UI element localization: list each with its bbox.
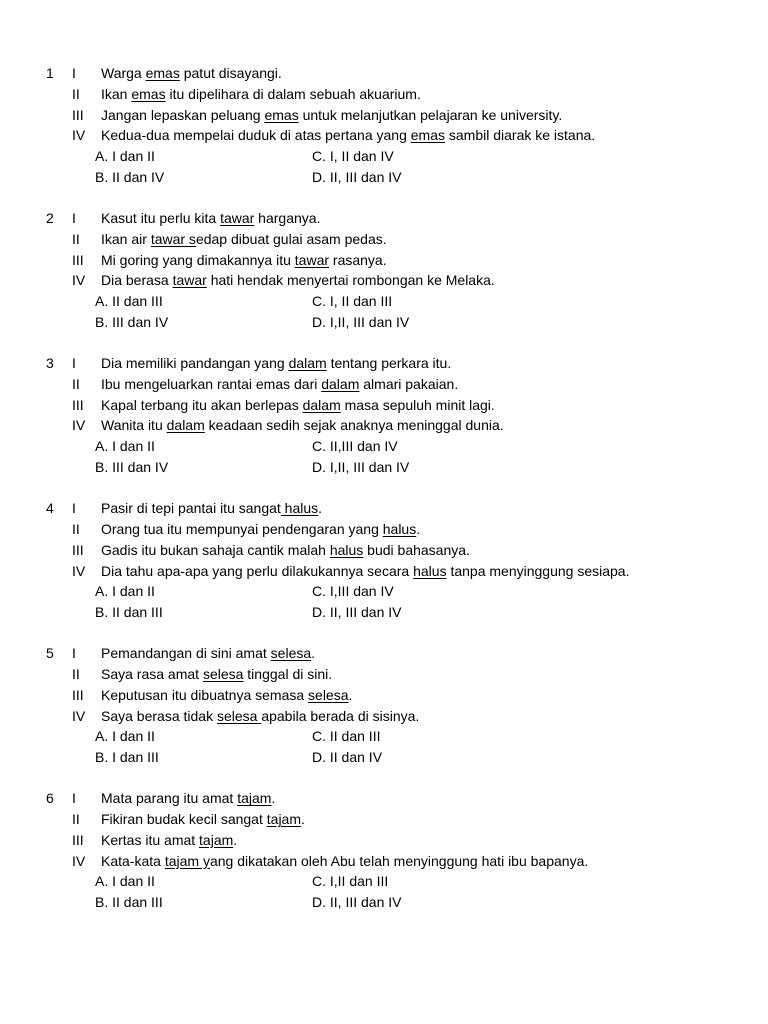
statement-text: [101, 664, 332, 685]
key-word: emas: [145, 65, 180, 81]
option-c[interactable]: C. I, II dan IV: [312, 148, 394, 164]
option-d[interactable]: D. I,II, III dan IV: [312, 458, 410, 475]
option-a[interactable]: A. I dan II: [95, 148, 155, 164]
text-part: .: [311, 645, 316, 662]
options-row: [0, 436, 768, 457]
option-c[interactable]: C. I,II dan III: [312, 873, 389, 890]
question-number: 6: [46, 790, 54, 807]
option-c[interactable]: C. I,III dan IV: [312, 583, 394, 600]
question-number: 1: [46, 65, 54, 81]
statement-text: [101, 415, 504, 436]
options-row: [0, 457, 768, 478]
option-d[interactable]: D. II, III dan IV: [312, 604, 402, 621]
question-2: [0, 208, 768, 333]
question-6: [0, 788, 768, 913]
option-c[interactable]: C. II,III dan IV: [312, 438, 398, 455]
text-part: untuk melanjutkan pelajaran ke university.: [298, 106, 563, 123]
statement-text: [101, 851, 588, 872]
text-part: .: [301, 811, 305, 828]
roman-numeral: III: [72, 831, 84, 848]
statement-row: [0, 809, 768, 830]
statement-text: [101, 685, 352, 706]
statement-text: [101, 830, 237, 851]
roman-numeral: IV: [72, 272, 86, 289]
text-part: Kapal terbang itu akan berlepas: [101, 396, 303, 413]
key-word: tawar: [220, 210, 255, 227]
options-row: [0, 726, 768, 747]
key-word: selesa: [202, 666, 244, 683]
roman-numeral: IV: [72, 417, 86, 434]
text-part: Kata-kata: [101, 852, 165, 869]
key-word: tajam: [266, 811, 301, 828]
statement-text: [101, 540, 470, 561]
question-number: 2: [46, 210, 54, 227]
options-row: [0, 871, 768, 892]
question-3: [0, 353, 768, 478]
key-word: selesa: [308, 686, 349, 703]
text-part: Dia memiliki pandangan yang: [101, 355, 289, 372]
text-part: Fikiran budak kecil sangat: [101, 811, 267, 828]
statement-text: [101, 395, 495, 416]
roman-numeral: I: [72, 500, 76, 517]
text-part: Jangan lepaskan peluang: [101, 106, 265, 123]
option-b[interactable]: B. I dan III: [95, 749, 159, 766]
text-part: Dia berasa: [101, 272, 173, 289]
statement-row: [0, 374, 768, 395]
option-a[interactable]: A. II dan III: [95, 293, 163, 310]
key-word: tawar s: [150, 230, 196, 247]
option-a[interactable]: A. I dan II: [95, 728, 155, 745]
text-part: Gadis itu bukan sahaja cantik malah: [101, 541, 330, 558]
statement-text: [101, 643, 315, 664]
statement-row: [0, 788, 768, 809]
text-part: Ibu mengeluarkan rantai emas dari: [101, 375, 322, 392]
text-part: Saya rasa amat: [101, 666, 203, 683]
roman-numeral: III: [72, 251, 84, 268]
statement-text: [101, 788, 275, 809]
question-1: [0, 63, 768, 188]
statement-text: [101, 125, 595, 146]
roman-numeral: II: [72, 666, 80, 683]
option-b[interactable]: B. II dan IV: [95, 168, 165, 185]
text-part: sambil diarak ke istana.: [445, 127, 596, 144]
options-row: [0, 291, 768, 312]
question-number: 4: [46, 500, 54, 517]
statement-row: [0, 830, 768, 851]
text-part: tinggal di sini.: [243, 666, 333, 683]
roman-numeral: II: [72, 230, 80, 247]
key-word: tajam y: [164, 852, 210, 869]
statement-text: [101, 105, 562, 126]
statement-text: [101, 374, 458, 395]
text-part: Ikan: [101, 85, 132, 102]
text-part: .: [416, 521, 421, 538]
text-part: Kasut itu perlu kita: [101, 210, 221, 227]
statement-text: [101, 498, 322, 519]
roman-numeral: I: [72, 210, 76, 227]
statement-row: [0, 250, 768, 271]
options-row: [0, 747, 768, 768]
statement-text: [101, 706, 419, 727]
statement-text: [101, 809, 305, 830]
statement-row: [0, 851, 768, 872]
text-part: Saya berasa tidak: [101, 707, 217, 724]
statement-row: [0, 561, 768, 582]
text-part: Mi goring yang dimakannya itu: [101, 251, 295, 268]
text-part: Orang tua itu mempunyai pendengaran yang: [101, 521, 383, 538]
statement-row: [0, 270, 768, 291]
statement-row: [0, 540, 768, 561]
options-row: [0, 167, 768, 188]
statement-row: [0, 706, 768, 727]
text-part: itu dipelihara di dalam sebuah akuarium.: [165, 85, 421, 102]
key-word: selesa: [216, 707, 262, 724]
option-d[interactable]: D. II, III dan IV: [312, 168, 402, 185]
key-word: tawar: [294, 251, 330, 268]
statement-text: [101, 270, 495, 291]
text-part: Keputusan itu dibuatnya semasa: [101, 686, 309, 703]
option-a[interactable]: A. I dan II: [95, 583, 155, 600]
options-row: [0, 146, 768, 167]
text-part: almari pakaian.: [359, 375, 459, 392]
option-d[interactable]: D. II dan IV: [312, 749, 383, 766]
text-part: .: [271, 790, 276, 807]
statement-text: [101, 519, 420, 540]
option-d[interactable]: D. I,II, III dan IV: [312, 313, 410, 330]
roman-numeral: II: [72, 375, 80, 392]
roman-numeral: IV: [72, 707, 86, 724]
statement-row: [0, 229, 768, 250]
text-part: tentang perkara itu.: [326, 355, 452, 372]
option-c[interactable]: C. II dan III: [312, 728, 381, 745]
roman-numeral: IV: [72, 127, 86, 144]
text-part: patut disayangi.: [179, 65, 282, 81]
statement-text: [101, 63, 282, 84]
text-part: Pemandangan di sini amat: [101, 645, 271, 662]
roman-numeral: III: [72, 686, 84, 703]
key-word: halus: [329, 541, 364, 558]
statement-row: [0, 63, 768, 84]
statement-text: [101, 561, 630, 582]
text-part: keadaan sedih sejak anaknya meninggal dunia.: [204, 417, 504, 434]
text-part: Warga: [101, 65, 146, 81]
statement-row: [0, 84, 768, 105]
options-row: [0, 892, 768, 913]
text-part: .: [233, 831, 238, 848]
statement-row: [0, 498, 768, 519]
option-a[interactable]: A. I dan II: [95, 438, 155, 455]
statement-row: [0, 685, 768, 706]
text-part: Wanita itu: [101, 417, 167, 434]
roman-numeral: I: [72, 645, 76, 662]
statement-row: [0, 519, 768, 540]
key-word: tawar: [172, 272, 207, 289]
text-part: ang dikatakan oleh Abu telah menyinggung hati ibu bapanya.: [209, 852, 589, 869]
option-b[interactable]: B. III dan IV: [95, 458, 169, 475]
text-part: Pasir di tepi pantai itu sangat: [101, 500, 281, 517]
text-part: budi bahasanya.: [363, 541, 470, 558]
roman-numeral: I: [72, 790, 76, 807]
key-word: halus: [382, 521, 417, 538]
option-a[interactable]: A. I dan II: [95, 873, 155, 890]
roman-numeral: IV: [72, 562, 86, 579]
statement-text: [101, 250, 387, 271]
key-word: dalam: [288, 355, 327, 372]
text-part: edap dibuat gulai asam pedas.: [195, 230, 387, 247]
roman-numeral: III: [72, 541, 84, 558]
statement-row: [0, 125, 768, 146]
question-number: 3: [46, 355, 54, 372]
statement-text: [101, 208, 320, 229]
text-part: Kertas itu amat: [101, 831, 200, 848]
key-word: tajam: [199, 831, 234, 848]
statement-row: [0, 643, 768, 664]
key-word: tajam: [237, 790, 272, 807]
question-5: [0, 643, 768, 768]
option-b[interactable]: B. III dan IV: [95, 313, 169, 330]
statement-row: [0, 105, 768, 126]
statement-text: [101, 229, 387, 250]
text-part: Mata parang itu amat: [101, 790, 238, 807]
statement-row: [0, 208, 768, 229]
text-part: rasanya.: [329, 251, 387, 268]
statement-row: [0, 415, 768, 436]
key-word: dalam: [166, 417, 205, 434]
statement-row: [0, 353, 768, 374]
question-sheet: [0, 63, 768, 934]
text-part: Kedua-dua mempelai duduk di atas pertana yang: [101, 127, 411, 144]
roman-numeral: II: [72, 811, 80, 828]
statement-text: [101, 353, 451, 374]
text-part: apabila berada di sisinya.: [261, 707, 420, 724]
roman-numeral: III: [72, 106, 84, 123]
roman-numeral: I: [72, 355, 76, 372]
text-part: harganya.: [254, 210, 321, 227]
key-word: dalam: [321, 375, 360, 392]
question-4: [0, 498, 768, 623]
roman-numeral: III: [72, 396, 84, 413]
statement-text: [101, 84, 421, 105]
option-b[interactable]: B. II dan III: [95, 604, 163, 621]
key-word: dalam: [302, 396, 341, 413]
option-b[interactable]: B. II dan III: [95, 894, 163, 911]
question-number: 5: [46, 645, 54, 662]
option-d[interactable]: D. II, III dan IV: [312, 894, 402, 911]
options-row: [0, 581, 768, 602]
option-c[interactable]: C. I, II dan III: [312, 293, 393, 310]
text-part: Dia tahu apa-apa yang perlu dilakukannya secara: [101, 562, 414, 579]
key-word: halus: [280, 500, 319, 517]
roman-numeral: II: [72, 521, 80, 538]
key-word: emas: [410, 127, 445, 144]
text-part: .: [348, 686, 353, 703]
text-part: masa sepuluh minit lagi.: [340, 396, 495, 413]
roman-numeral: I: [72, 65, 76, 81]
statement-row: [0, 395, 768, 416]
roman-numeral: IV: [72, 852, 86, 869]
statement-row: [0, 664, 768, 685]
text-part: .: [318, 500, 323, 517]
options-row: [0, 312, 768, 333]
text-part: tanpa menyinggung sesiapa.: [446, 562, 630, 579]
options-row: [0, 602, 768, 623]
key-word: emas: [264, 106, 299, 123]
text-part: Ikan air: [101, 230, 151, 247]
roman-numeral: II: [72, 85, 80, 102]
key-word: selesa: [270, 645, 312, 662]
key-word: halus: [413, 562, 447, 579]
key-word: emas: [131, 85, 166, 102]
text-part: hati hendak menyertai rombongan ke Melaka.: [206, 272, 495, 289]
